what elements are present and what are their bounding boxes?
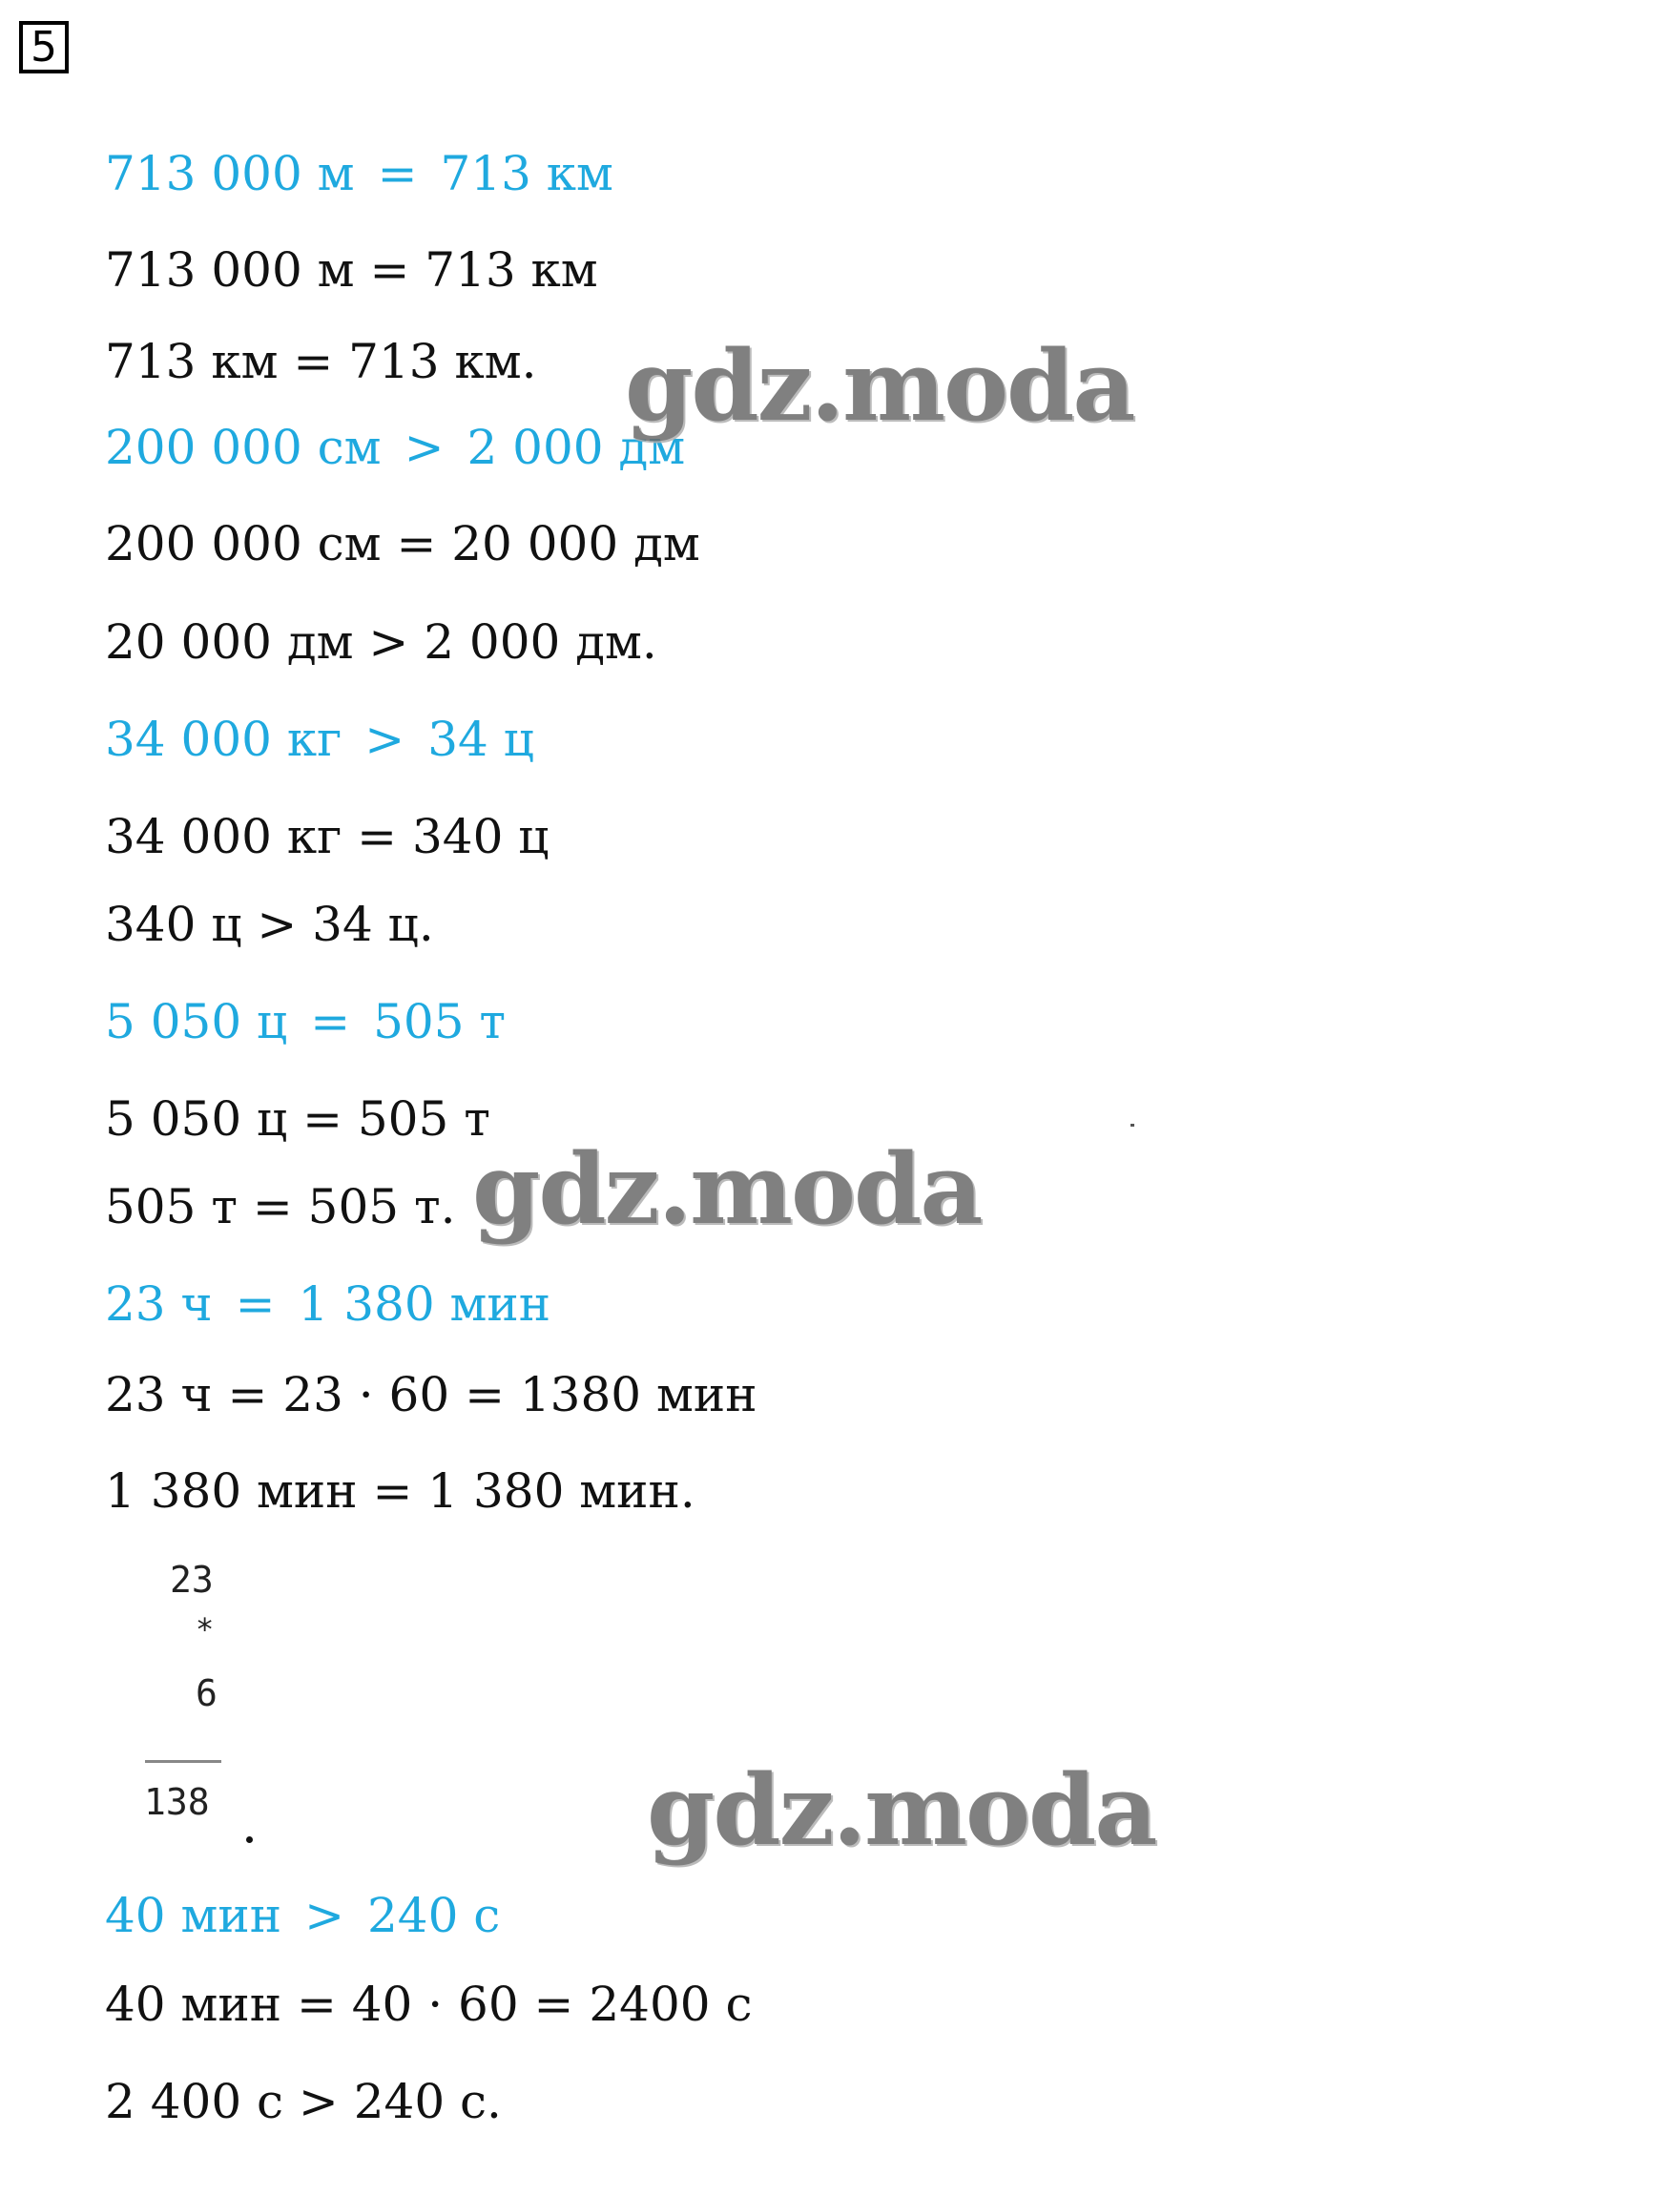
- condition-left: 713 000 м: [105, 146, 355, 201]
- solution-line: 20 000 дм > 2 000 дм.: [105, 614, 657, 670]
- condition-right: 713 км: [440, 146, 613, 201]
- stray-mark: [1130, 1124, 1134, 1127]
- condition-right: 240 с: [366, 1888, 501, 1943]
- solution-line: 23 ч = 23 · 60 = 1380 мин: [105, 1367, 757, 1422]
- condition-left: 5 050 ц: [105, 994, 288, 1049]
- comparison-sign: >: [304, 1888, 344, 1943]
- solution-line: 200 000 см = 20 000 дм: [105, 516, 700, 571]
- watermark: gdz.moda: [647, 1753, 1156, 1868]
- condition-right: 1 380 мин: [298, 1276, 551, 1332]
- condition-1: [105, 146, 613, 201]
- column-multiplier: 6: [196, 1672, 218, 1714]
- column-divider-line: [145, 1760, 221, 1763]
- comparison-sign: =: [377, 146, 418, 201]
- solution-line: 5 050 ц = 505 т: [105, 1091, 490, 1147]
- period-dot: [246, 1836, 253, 1843]
- column-operator: *: [196, 1611, 215, 1647]
- condition-left: 40 мин: [105, 1888, 282, 1943]
- condition-right: 505 т: [373, 994, 507, 1049]
- solution-line: 713 000 м = 713 км: [105, 242, 598, 298]
- task-number-badge: 5: [19, 21, 69, 73]
- comparison-sign: =: [310, 994, 351, 1049]
- condition-3: [105, 712, 534, 767]
- watermark: gdz.moda: [625, 329, 1134, 444]
- solution-line: 1 380 мин = 1 380 мин.: [105, 1463, 695, 1519]
- condition-4: [105, 994, 507, 1049]
- condition-2: [105, 420, 686, 475]
- comparison-sign: >: [364, 712, 405, 767]
- solution-line: 713 км = 713 км.: [105, 334, 537, 389]
- condition-6: [105, 1888, 501, 1943]
- condition-left: 23 ч: [105, 1276, 213, 1332]
- solution-line: 2 400 с > 240 с.: [105, 2074, 502, 2129]
- column-multiplicand: 23: [170, 1559, 214, 1601]
- condition-5: [105, 1276, 551, 1332]
- column-result: 138: [144, 1781, 210, 1823]
- comparison-sign: >: [404, 420, 445, 475]
- condition-left: 34 000 кг: [105, 712, 342, 767]
- watermark: gdz.moda: [472, 1132, 982, 1247]
- condition-right: 2 000 дм: [467, 420, 686, 475]
- solution-line: 340 ц > 34 ц.: [105, 897, 434, 952]
- condition-right: 34 ц: [427, 712, 534, 767]
- solution-line: 505 т = 505 т.: [105, 1179, 456, 1234]
- condition-left: 200 000 см: [105, 420, 382, 475]
- solution-line: 40 мин = 40 · 60 = 2400 с: [105, 1977, 753, 2032]
- comparison-sign: =: [235, 1276, 276, 1332]
- solution-line: 34 000 кг = 340 ц: [105, 809, 550, 864]
